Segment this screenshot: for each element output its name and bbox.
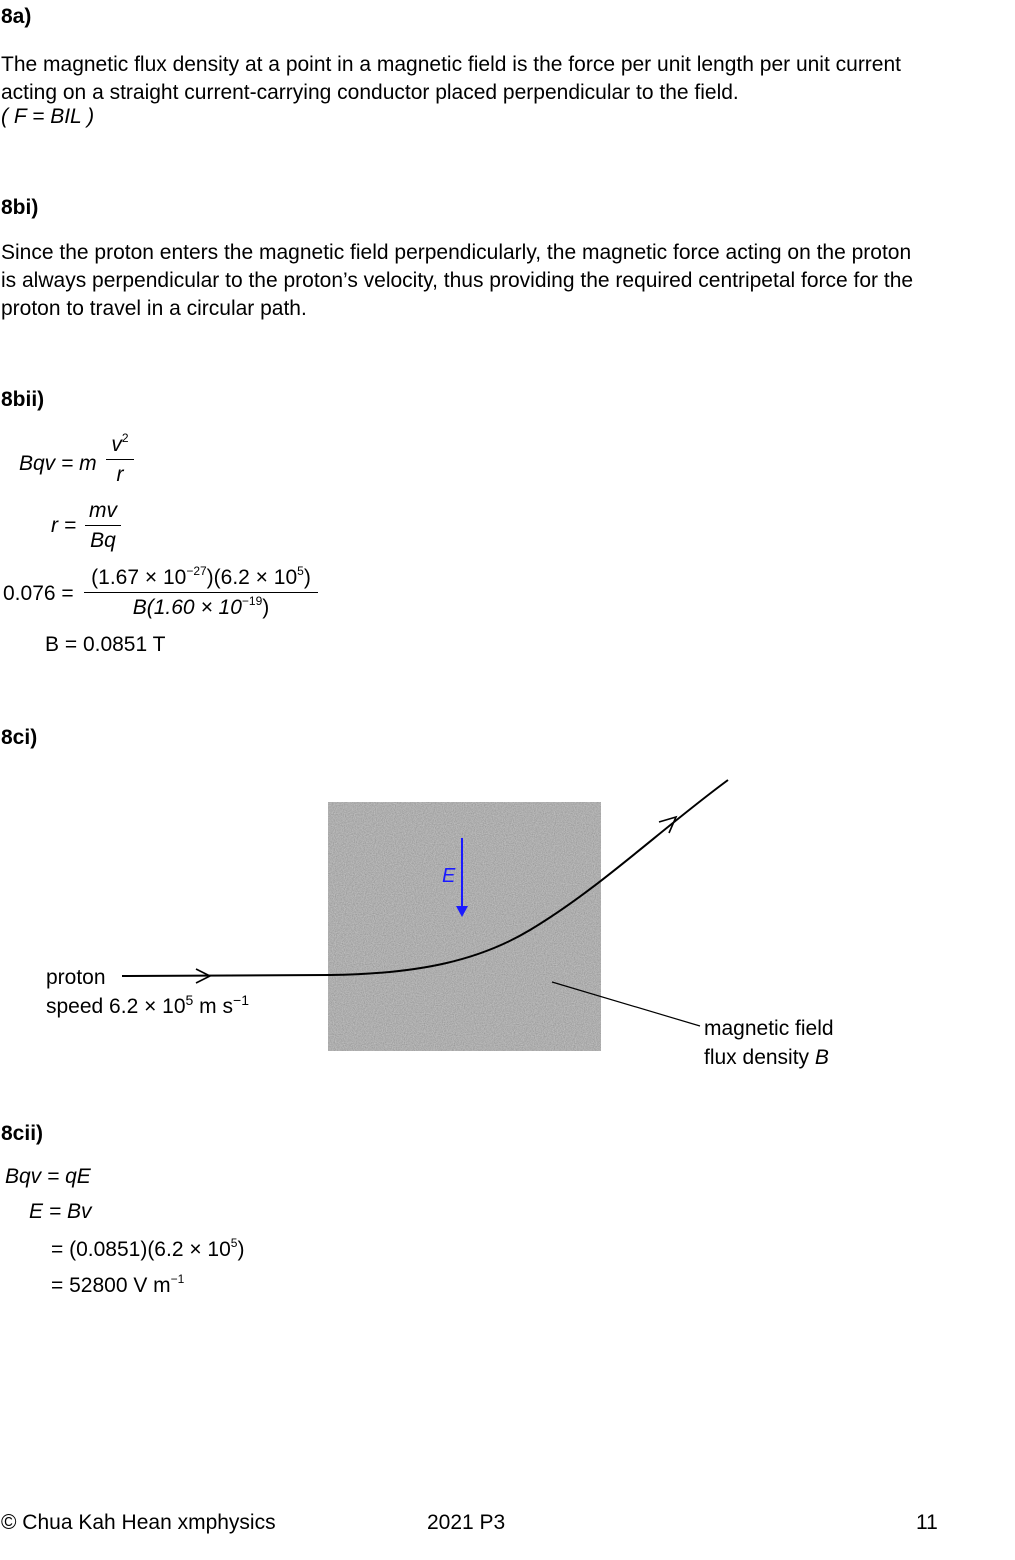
formula-8a: ( F = BIL ): [1, 105, 95, 128]
heading-8bii: 8bii): [1, 388, 45, 411]
eq3-num-a-exp: −27: [186, 564, 207, 578]
field-label-text: flux density: [704, 1046, 810, 1069]
eq1-num-exp: 2: [121, 431, 129, 445]
paragraph-8bi: [1, 239, 1006, 323]
equation-8bii-1-fraction: [106, 433, 134, 487]
equation-8bii-3-lhs: 0.076 =: [3, 582, 74, 605]
eq1-num-v: v: [111, 433, 122, 456]
proton-field-diagram: [0, 770, 1015, 1090]
heading-8ci: 8ci): [1, 726, 38, 749]
eq3-num-b-exp: 5: [297, 564, 304, 578]
equation-8bii-1-denominator: r: [116, 463, 124, 486]
footer-page-number: 11: [916, 1511, 938, 1534]
eq8cii-3-b: ): [237, 1238, 245, 1261]
proton-arrowhead-right: [659, 817, 676, 833]
equation-8cii-2: E = Bv: [29, 1200, 92, 1223]
equation-8bii-2-denominator: Bq: [90, 529, 116, 552]
equation-8bii-3-numerator: [84, 566, 318, 590]
eq3-den-a-exp: −19: [241, 594, 263, 608]
proton-label: proton: [46, 966, 106, 989]
speed-text: speed 6.2 × 10: [46, 995, 186, 1018]
equation-8bii-3-fraction: [84, 566, 318, 620]
eq8cii-4-a: = 52800 V m: [51, 1274, 171, 1297]
speed-unit: m s: [193, 995, 234, 1018]
paragraph-8bi-line-2: is always perpendicular to the proton’s velocity, thus providing the required centripetal force for the: [1, 269, 914, 292]
paragraph-8a-line-1: The magnetic flux density at a point in a magnetic field is the force per unit length per unit current: [1, 53, 901, 76]
paragraph-8a: [1, 51, 1006, 107]
paragraph-8bi-line-3: proton to travel in a circular path.: [1, 297, 307, 320]
field-symbol: B: [814, 1046, 829, 1069]
equation-8bii-4: B = 0.0851 T: [45, 633, 166, 656]
equation-8bii-3-denominator: [84, 596, 318, 620]
equation-8cii-3: [51, 1238, 244, 1262]
heading-8a: 8a): [1, 5, 32, 28]
equation-8cii-1: Bqv = qE: [5, 1165, 91, 1188]
eq3-num-c: ): [303, 566, 311, 589]
eq3-den-a: B(1.60 × 10: [132, 596, 242, 619]
eq8cii-3-a: = (0.0851)(6.2 × 10: [51, 1238, 231, 1261]
paragraph-8bi-line-1: Since the proton enters the magnetic field perpendicularly, the magnetic force acting on the proton: [1, 241, 912, 264]
equation-8bii-1-numerator: [106, 433, 134, 457]
field-label-line-2: [704, 1046, 829, 1070]
equation-8bii-2-lhs: r =: [51, 514, 77, 537]
equation-8bii-2-fraction: [85, 499, 121, 553]
magnetic-field-region: [328, 802, 601, 1051]
speed-unit-exp: −1: [233, 992, 249, 1008]
footer-author: © Chua Kah Hean xmphysics: [1, 1511, 276, 1534]
footer-paper: 2021 P3: [427, 1511, 506, 1534]
heading-8cii: 8cii): [1, 1122, 44, 1145]
heading-8bi: 8bi): [1, 196, 39, 219]
eq3-num-a: (1.67 × 10: [91, 566, 187, 589]
equation-8bii-1-lhs: Bqv = m: [19, 452, 97, 475]
field-label-line-1: magnetic field: [704, 1017, 834, 1040]
proton-speed-label: [46, 992, 249, 1019]
eq8cii-3-exp: 5: [230, 1236, 238, 1250]
paragraph-8a-line-2: acting on a straight current-carrying conductor placed perpendicular to the field.: [1, 81, 739, 104]
speed-exp: 5: [185, 992, 194, 1008]
e-field-label: E: [442, 865, 456, 887]
equation-8cii-4: [51, 1274, 184, 1298]
equation-8bii-2-numerator: mv: [89, 499, 117, 522]
eq3-den-b: ): [262, 596, 270, 619]
eq8cii-4-exp: −1: [170, 1272, 185, 1286]
eq3-num-b: )(6.2 × 10: [206, 566, 298, 589]
